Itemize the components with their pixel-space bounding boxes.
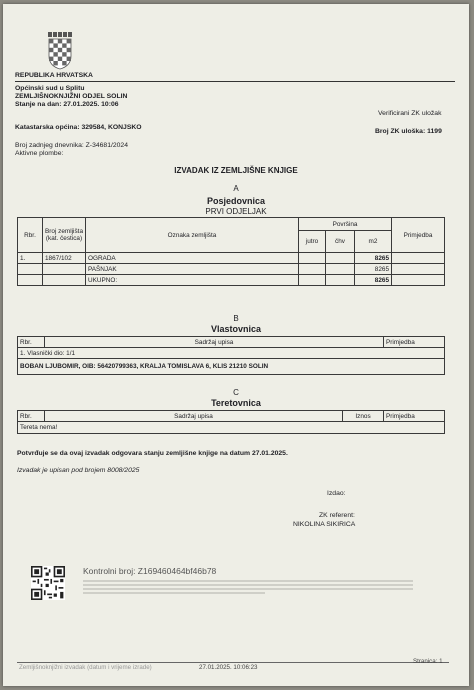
state-date: Stanje na dan: 27.01.2025. 10:06 <box>15 101 119 108</box>
col-rbr: Rbr. <box>18 411 45 422</box>
col-content: Sadržaj upisa <box>45 411 343 422</box>
section-a-name: Posjedovnica <box>206 196 266 206</box>
section-b-name: Vlastovnica <box>210 324 262 334</box>
encumbrance-table <box>17 410 445 434</box>
document-title: IZVADAK IZ ZEMLJIŠNE KNJIGE <box>174 166 298 175</box>
office-name: ZEMLJIŠNOKNJIŽNI ODJEL SOLIN <box>15 93 128 100</box>
section-c-name: Teretovnica <box>211 398 261 408</box>
court-name: Općinski sud u Splitu <box>15 85 85 92</box>
table-row <box>18 422 445 434</box>
last-journal-number: Broj zadnjeg dnevnika: Z-34681/2024 <box>15 142 128 149</box>
ownership-table <box>17 336 445 375</box>
cell-desc: OGRADA <box>86 253 299 264</box>
verified-label: Verificirani ZK uložak <box>378 110 442 117</box>
cell-m2: 8265 <box>355 253 392 264</box>
table-row <box>18 359 445 375</box>
referent-name: NIKOLINA SIKIRICA <box>293 521 356 528</box>
cell-rbr <box>18 264 43 275</box>
footer-timestamp: 27.01.2025. 10:06:23 <box>199 664 258 671</box>
col-amount: Iznos <box>343 411 384 422</box>
col-rbr: Rbr. <box>18 337 45 348</box>
footer-divider <box>17 662 449 663</box>
cell-rbr: 1. <box>18 253 43 264</box>
registration-number: Izvadak je upisan pod brojem 8008/2025 <box>17 467 140 474</box>
section-a-subtitle: PRVI ODJELJAK <box>205 207 267 216</box>
confirmation-statement: Potvrđuje se da ovaj izvadak odgovara stanju zemljišne knjige na datum 27.01.2025. <box>17 450 288 457</box>
section-b-letter: B <box>233 314 239 323</box>
col-remark: Primjedba <box>384 411 445 422</box>
col-chv: čhv <box>326 231 355 253</box>
header-divider <box>15 81 455 82</box>
table-row <box>18 264 445 275</box>
col-description: Oznaka zemljišta <box>86 218 299 253</box>
owner-details: BOBAN LJUBOMIR, OIB: 56420799363, KRALJA TOMISLAVA 6, KLIS 21210 SOLIN <box>18 359 445 375</box>
parcel-table <box>17 217 445 286</box>
table-row-total <box>18 275 445 286</box>
verification-fineprint <box>83 578 413 596</box>
section-c-letter: C <box>233 388 239 397</box>
cadastral-municipality: Katastarska općina: 329584, KONJSKO <box>15 124 142 131</box>
cell-desc: UKUPNO: <box>86 275 299 286</box>
page-number: Stranica: 1 <box>413 658 443 665</box>
col-remark: Primjedba <box>392 218 445 253</box>
col-rbr: Rbr. <box>18 218 43 253</box>
cell-m2: 8265 <box>355 264 392 275</box>
table-row <box>18 253 445 264</box>
col-parcel-no: Broj zemljišta (kat. čestica) <box>43 218 86 253</box>
encumbrance-note: Tereta nema! <box>18 422 445 434</box>
table-row <box>18 348 445 359</box>
control-number: Kontrolni broj: Z169460464bf46b78 <box>83 566 217 576</box>
folio-number: Broj ZK uloška: 1199 <box>375 128 442 135</box>
col-m2: m2 <box>355 231 392 253</box>
footer-left-label: Zemljišnoknjižni izvadak (datum i vrijeme izrade) <box>19 664 152 671</box>
referent-label: ZK referent: <box>319 512 355 519</box>
cell-parcel: 1867/102 <box>43 253 86 264</box>
cell-desc: PAŠNJAK <box>86 264 299 275</box>
col-content: Sadržaj upisa <box>45 337 384 348</box>
col-remark: Primjedba <box>384 337 445 348</box>
section-a-letter: A <box>233 184 239 193</box>
country-name: REPUBLIKA HRVATSKA <box>15 72 93 79</box>
qr-code-icon <box>31 566 65 600</box>
ownership-share: 1. Vlasnički dio: 1/1 <box>18 348 445 359</box>
col-area: Površina <box>299 218 392 231</box>
cell-parcel <box>43 264 86 275</box>
cell-m2-total: 8265 <box>355 275 392 286</box>
issued-by-label: Izdao: <box>327 490 346 497</box>
active-seals: Aktivne plombe: <box>15 150 64 157</box>
document-page <box>3 4 469 686</box>
col-jutro: jutro <box>299 231 326 253</box>
croatian-coat-of-arms-icon <box>47 32 73 70</box>
